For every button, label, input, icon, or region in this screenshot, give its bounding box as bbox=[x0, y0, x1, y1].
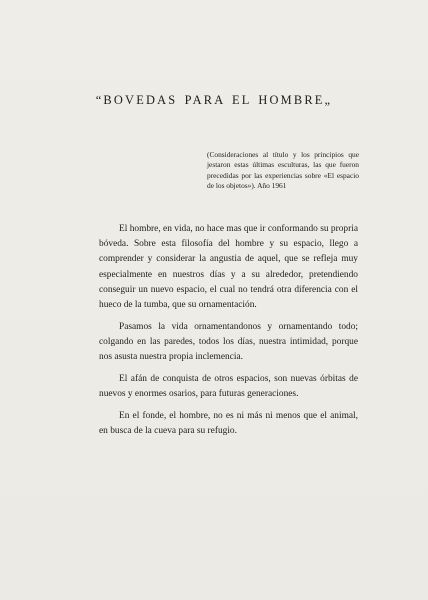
paragraph: Pasamos la vida ornamentandonos y ornamentando todo; colgando en las paredes, todos los días, nuestra intimidad, porque nos asusta nuestra propia inclemencia. bbox=[99, 321, 358, 363]
paragraph: En el fonde, el hombre, no es ni más ni menos que el animal, en busca de la cueva para su refugio. bbox=[99, 411, 358, 437]
body-text bbox=[99, 222, 358, 446]
paragraph: El afán de conquista de otros espacios, son nuevas órbitas de nuevos y enormes osarios, para futuras generaciones. bbox=[99, 374, 358, 400]
paragraph: El hombre, en vida, no hace mas que ir conformando su propria bóveda. Sobre esta filosofía del hombre y su espacio, llego a comprender y considerar la angustia de aquel, que se refleja muy especialmente en nuestros días y a su alrededor, pretendiendo conseguir un nuevo espacio, el cual no tendrá otra diferencia con el hueco de la tumba, que su ornamentación. bbox=[99, 224, 358, 311]
page-title: “BOVEDAS PARA EL HOMBRE„ bbox=[95, 93, 333, 107]
epigraph: (Consideraciones al título y los principios que jestaron estas últimas esculturas, las que fueron precedidas por las experiencias sobre «El espacio de los objetos»). Año 1961 bbox=[207, 150, 359, 191]
